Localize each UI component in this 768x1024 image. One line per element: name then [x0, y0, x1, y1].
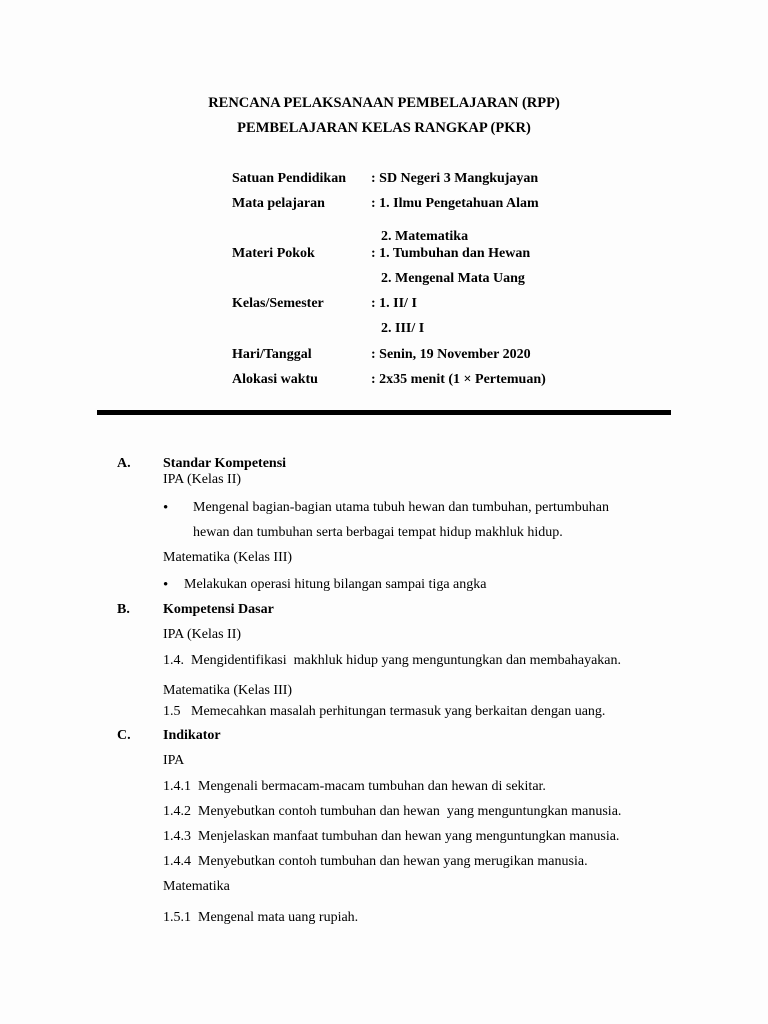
document-subtitle: PEMBELAJARAN KELAS RANGKAP (PKR) [237, 120, 531, 136]
indicator-item: 1.4.1 Mengenali bermacam-macam tumbuhan dan hewan di sekitar. [163, 779, 546, 794]
satuan-value: : SD Negeri 3 Mangkujayan [371, 171, 539, 186]
document-title: RENCANA PELAKSANAAN PEMBELAJARAN (RPP) [208, 95, 560, 111]
kelas-value-1: : 1. II/ I [371, 296, 417, 311]
indicator-item: 1.4.2 Menyebutkan contoh tumbuhan dan hewan yang menguntungkan manusia. [163, 804, 622, 819]
mapel-value-2: 2. Matematika [381, 229, 469, 244]
indicator-item: 1.4.4 Menyebutkan contoh tumbuhan dan hewan yang merugikan manusia. [163, 854, 588, 869]
section-c-letter: C. [117, 728, 131, 743]
section-c-mat-item: 1.5.1 Mengenal mata uang rupiah. [163, 910, 359, 925]
section-b-mat-label: Matematika (Kelas III) [163, 683, 293, 698]
header-divider [97, 410, 671, 415]
section-b-ipa-item: 1.4. Mengidentifikasi makhluk hidup yang menguntungkan dan membahayakan. [163, 653, 622, 668]
mapel-label: Mata pelajaran [232, 196, 325, 211]
alokasi-value: : 2x35 menit (1 × Pertemuan) [371, 372, 546, 387]
materi-label: Materi Pokok [232, 246, 315, 261]
section-a-ipa-bullet-line1: Mengenal bagian-bagian utama tubuh hewan dan tumbuhan, pertumbuhan [193, 500, 609, 515]
section-a-heading: Standar Kompetensi [163, 456, 287, 471]
hari-label: Hari/Tanggal [232, 347, 312, 362]
satuan-label: Satuan Pendidikan [232, 171, 346, 186]
mapel-value-1: : 1. Ilmu Pengetahuan Alam [371, 196, 539, 211]
section-c-mat-label: Matematika [163, 879, 230, 894]
materi-value-1: : 1. Tumbuhan dan Hewan [371, 246, 531, 261]
section-b-mat-item: 1.5 Memecahkan masalah perhitungan termasuk yang berkaitan dengan uang. [163, 704, 606, 719]
section-b-letter: B. [117, 602, 130, 617]
section-a-letter: A. [117, 456, 131, 471]
bullet-icon: • [163, 577, 169, 593]
section-b-heading: Kompetensi Dasar [163, 602, 274, 617]
indicator-item: 1.4.3 Menjelaskan manfaat tumbuhan dan hewan yang menguntungkan manusia. [163, 829, 620, 844]
kelas-value-2: 2. III/ I [381, 321, 425, 336]
section-b-ipa-label: IPA (Kelas II) [163, 627, 242, 642]
bullet-icon: • [163, 500, 169, 516]
section-a-mat-bullet: Melakukan operasi hitung bilangan sampai tiga angka [184, 577, 487, 592]
materi-value-2: 2. Mengenal Mata Uang [381, 271, 525, 286]
section-a-mat-label: Matematika (Kelas III) [163, 550, 293, 565]
kelas-label: Kelas/Semester [232, 296, 324, 311]
section-a-ipa-label: IPA (Kelas II) [163, 472, 242, 487]
section-a-ipa-bullet-line2: hewan dan tumbuhan serta berbagai tempat hidup makhluk hidup. [193, 525, 563, 540]
section-c-ipa-label: IPA [163, 753, 185, 768]
section-c-heading: Indikator [163, 728, 221, 743]
alokasi-label: Alokasi waktu [232, 372, 318, 387]
hari-value: : Senin, 19 November 2020 [371, 347, 531, 362]
